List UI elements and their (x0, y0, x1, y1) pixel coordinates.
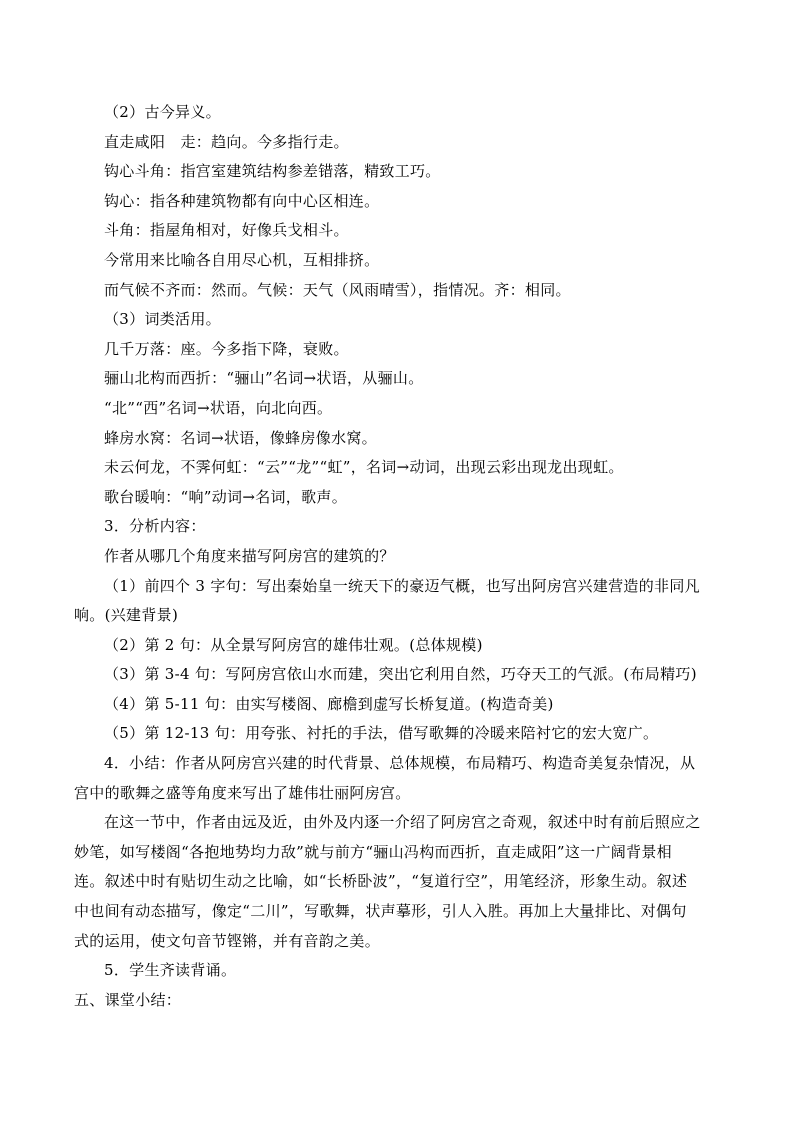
paragraph-line: 连。叙述中时有贴切生动之比喻，如“长桥卧波”，“复道行空”，用笔经济，形象生动。叙述 (74, 872, 688, 890)
text-line: 5．学生齐读背诵。 (104, 961, 237, 979)
text-line: （4）第 5-11 句：由实写楼阁、廊檐到虚写长桥复道。(构造奇美) (104, 695, 554, 713)
paragraph-line: 在这一节中，作者由远及近，由外及内逐一介绍了阿房宫之奇观，叙述中时有前后照应之 (104, 813, 701, 831)
text-line: 未云何龙，不霁何虹：“云”“龙”“虹”，名词→动词，出现云彩出现龙出现虹。 (104, 458, 624, 476)
text-line: “北”“西”名词→状语，向北向西。 (104, 399, 333, 417)
paragraph-line: 妙笔，如写楼阁“各抱地势均力敌”就与前方“骊山冯构而西折，直走咸阳”这一广阔背景相 (74, 843, 672, 861)
text-line: 钩心：指各种建筑物都有向中心区相连。 (104, 192, 380, 210)
text-line: （1）前四个 3 字句：写出秦始皇一统天下的豪迈气概，也写出阿房宫兴建营造的非同凡 (104, 577, 700, 595)
text-line: 骊山北构而西折：“骊山”名词→状语，从骊山。 (104, 369, 424, 387)
text-line: （2）第 2 句：从全景写阿房宫的雄伟壮观。(总体规模) (104, 636, 483, 654)
section-heading: 3．分析内容： (104, 517, 206, 535)
summary-line: 宫中的歌舞之盛等角度来写出了雄伟壮丽阿房宫。 (74, 784, 411, 802)
text-line: 响。(兴建背景) (74, 606, 179, 624)
text-line: 直走咸阳 走：趋向。今多指行走。 (104, 133, 349, 151)
text-line: 蜂房水窝：名词→状语，像蜂房像水窝。 (104, 429, 377, 447)
text-line: 今常用来比喻各自用尽心机，互相排挤。 (104, 251, 380, 269)
text-line: （3）第 3-4 句：写阿房宫依山水而建，突出它利用自然，巧夺天工的气派。(布局精巧) (104, 665, 697, 683)
text-line: 斗角：指屋角相对，好像兵戈相斗。 (104, 221, 349, 239)
text-line: （3）词类活用。 (104, 310, 221, 328)
paragraph-line: 式的运用，使文句音节铿锵，并有音韵之美。 (74, 932, 381, 950)
text-line: 而气候不齐而：然而。气候：天气（风雨晴雪），指情况。齐：相同。 (104, 281, 571, 299)
question-text: 作者从哪几个角度来描写阿房宫的建筑的？ (104, 547, 395, 565)
text-line: 钩心斗角：指宫室建筑结构参差错落，精致工巧。 (104, 162, 441, 180)
text-line: （2）古今异义。 (104, 103, 221, 121)
section-heading: 五、课堂小结： (74, 991, 182, 1009)
text-line: （5）第 12-13 句：用夸张、衬托的手法，借写歌舞的冷暖来陪衬它的宏大宽广。 (104, 724, 659, 742)
text-line: 几千万落：座。今多指下降，衰败。 (104, 340, 349, 358)
paragraph-line: 中也间有动态描写，像定“二川”，写歌舞，状声摹形，引人入胜。再加上大量排比、对偶句 (74, 902, 687, 920)
summary-line: 4．小结：作者从阿房宫兴建的时代背景、总体规模，布局精巧、构造奇美复杂情况，从 (104, 754, 696, 772)
text-line: 歌台暖响：“响”动词→名词，歌声。 (104, 488, 348, 506)
